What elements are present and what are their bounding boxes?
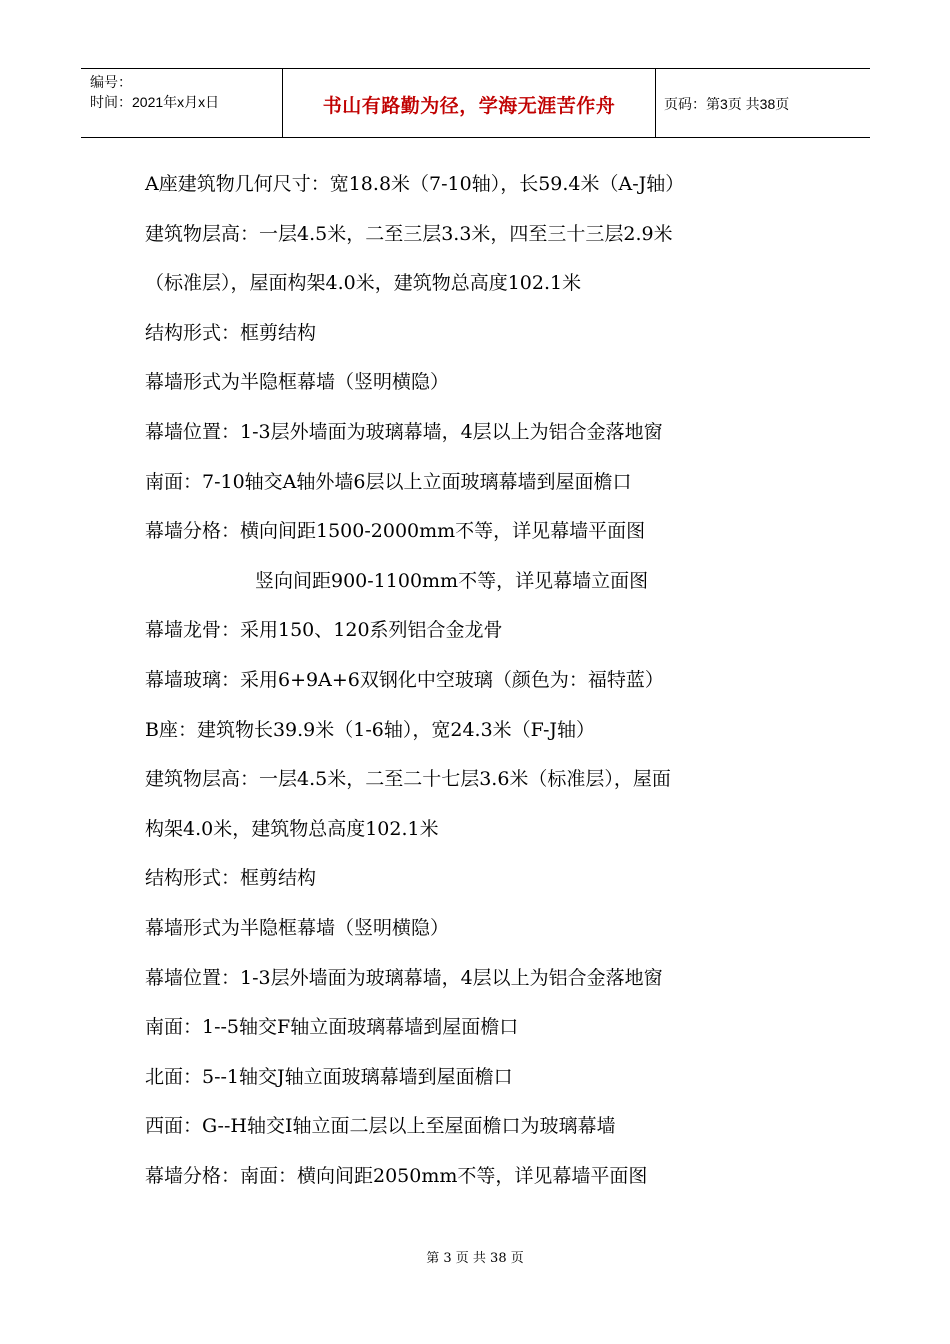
body-line: 结构形式：框剪结构 xyxy=(145,321,317,344)
body-line: 竖向间距900-1100mm不等，详见幕墙立面图 xyxy=(255,569,649,592)
header-page-code: 页码：第3页 共38页 xyxy=(664,96,790,112)
header-motto-cell xyxy=(283,69,656,137)
header-info-cell xyxy=(81,69,283,137)
body-line: 幕墙分格：横向间距1500-2000mm不等，详见幕墙平面图 xyxy=(145,520,646,543)
body-line: （标准层），屋面构架4.0米，建筑物总高度102.1米 xyxy=(145,272,582,295)
body-line: 结构形式：框剪结构 xyxy=(145,867,317,890)
body-line: 建筑物层高：一层4.5米，二至三层3.3米，四至三十三层2.9米 xyxy=(145,222,673,245)
body-line: 西面：G--H轴交I轴立面二层以上至屋面檐口为玻璃幕墙 xyxy=(145,1115,616,1138)
body-line: 建筑物层高：一层4.5米，二至二十七层3.6米（标准层），屋面 xyxy=(145,768,671,791)
body-line: 幕墙玻璃：采用6+9A+6双钢化中空玻璃（颜色为：福特蓝） xyxy=(145,668,664,691)
body-line: 幕墙形式为半隐框幕墙（竖明横隐） xyxy=(145,371,450,394)
body-line: 构架4.0米，建筑物总高度102.1米 xyxy=(145,817,439,840)
header-page-cell xyxy=(656,69,870,137)
body-line: B座：建筑物长39.9米（1-6轴），宽24.3米（F-J轴） xyxy=(145,718,596,741)
body-line: 幕墙分格：南面：横向间距2050mm不等，详见幕墙平面图 xyxy=(145,1164,648,1187)
body-line: 幕墙形式为半隐框幕墙（竖明横隐） xyxy=(145,916,450,939)
body-line: 南面：7-10轴交A轴外墙6层以上立面玻璃幕墙到屋面檐口 xyxy=(145,470,632,493)
document-body xyxy=(145,168,835,1209)
body-line: A座建筑物几何尺寸：宽18.8米（7-10轴），长59.4米（A-J轴） xyxy=(145,173,685,195)
document-date-label: 时间：2021年x月x日 xyxy=(90,94,220,110)
body-line: 幕墙龙骨：采用150、120系列铝合金龙骨 xyxy=(145,619,503,642)
header-motto: 书山有路勤为径，学海无涯苦作舟 xyxy=(322,96,616,117)
document-number-label: 编号： xyxy=(90,74,132,90)
body-line: 北面：5--1轴交J轴立面玻璃幕墙到屋面檐口 xyxy=(145,1065,513,1088)
body-line: 幕墙位置：1-3层外墙面为玻璃幕墙，4层以上为铝合金落地窗 xyxy=(145,420,663,443)
page-footer: 第 3 页 共 38 页 xyxy=(426,1251,524,1266)
body-line: 南面：1--5轴交F轴立面玻璃幕墙到屋面檐口 xyxy=(145,1016,519,1039)
body-line: 幕墙位置：1-3层外墙面为玻璃幕墙，4层以上为铝合金落地窗 xyxy=(145,966,663,989)
page-header xyxy=(81,68,870,138)
